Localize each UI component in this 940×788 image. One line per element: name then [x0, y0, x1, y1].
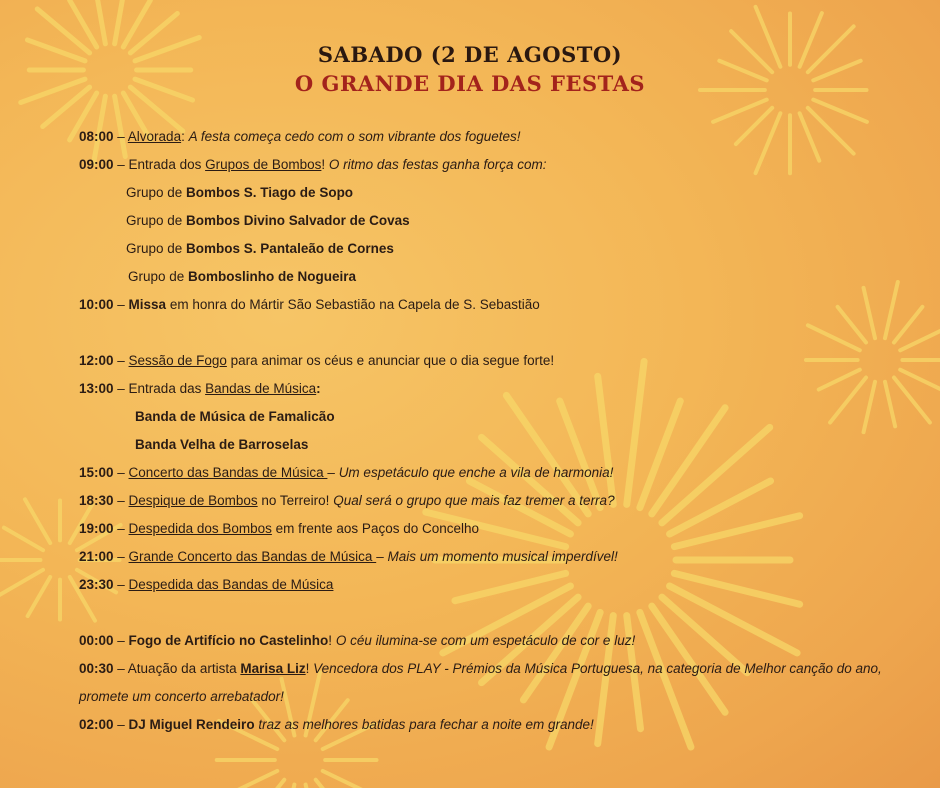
schedule-item-1200: 12:00 – Sessão de Fogo para animar os céus e anunciar que o dia segue forte!	[79, 353, 555, 368]
schedule-item-0030: 00:30 – Atuação da artista Marisa Liz! Vencedora dos PLAY - Prémios da Música Portuguesa, na categoria de Melhor canção do ano,	[79, 661, 882, 676]
schedule-item-0000: 00:00 – Fogo de Artifício no Castelinho! O céu ilumina-se com um espetáculo de cor e luz!	[79, 633, 636, 648]
schedule-item-1300: 13:00 – Entrada das Bandas de Música:	[79, 381, 321, 396]
schedule-item-0200: 02:00 – DJ Miguel Rendeiro traz as melhores batidas para fechar a noite em grande!	[79, 717, 594, 732]
schedule-item-1000: 10:00 – Missa em honra do Mártir São Sebastião na Capela de S. Sebastião	[79, 297, 540, 312]
schedule-item-2330: 23:30 – Despedida das Bandas de Música	[79, 577, 334, 592]
schedule-item-2100: 21:00 – Grande Concerto das Bandas de Música – Mais um momento musical imperdível!	[79, 549, 618, 564]
page-title: SABADO (2 DE AGOSTO)	[317, 42, 623, 67]
page-subtitle: O GRANDE DIA DAS FESTAS	[294, 71, 646, 96]
band-1: Banda de Música de Famalicão	[135, 409, 335, 424]
bombos-group-4: Grupo de Bomboslinho de Nogueira	[128, 269, 357, 284]
schedule-item-0800: 08:00 – Alvorada: A festa começa cedo com o som vibrante dos foguetes!	[79, 129, 521, 144]
schedule-item-1900: 19:00 – Despedida dos Bombos em frente aos Paços do Concelho	[79, 521, 480, 536]
bombos-group-1: Grupo de Bombos S. Tiago de Sopo	[126, 185, 354, 200]
band-2: Banda Velha de Barroselas	[135, 437, 309, 452]
bombos-group-2: Grupo de Bombos Divino Salvador de Covas	[126, 213, 410, 228]
schedule-item-1500: 15:00 – Concerto das Bandas de Música – Um espetáculo que enche a vila de harmonia!	[79, 465, 614, 480]
schedule-item-1830: 18:30 – Despique de Bombos no Terreiro! Qual será o grupo que mais faz tremer a terra?	[79, 493, 615, 508]
schedule-item-0900: 09:00 – Entrada dos Grupos de Bombos! O ritmo das festas ganha força com:	[79, 157, 547, 172]
schedule-item-0030-continued: promete um concerto arrebatador!	[79, 689, 284, 704]
bombos-group-3: Grupo de Bombos S. Pantaleão de Cornes	[126, 241, 394, 256]
